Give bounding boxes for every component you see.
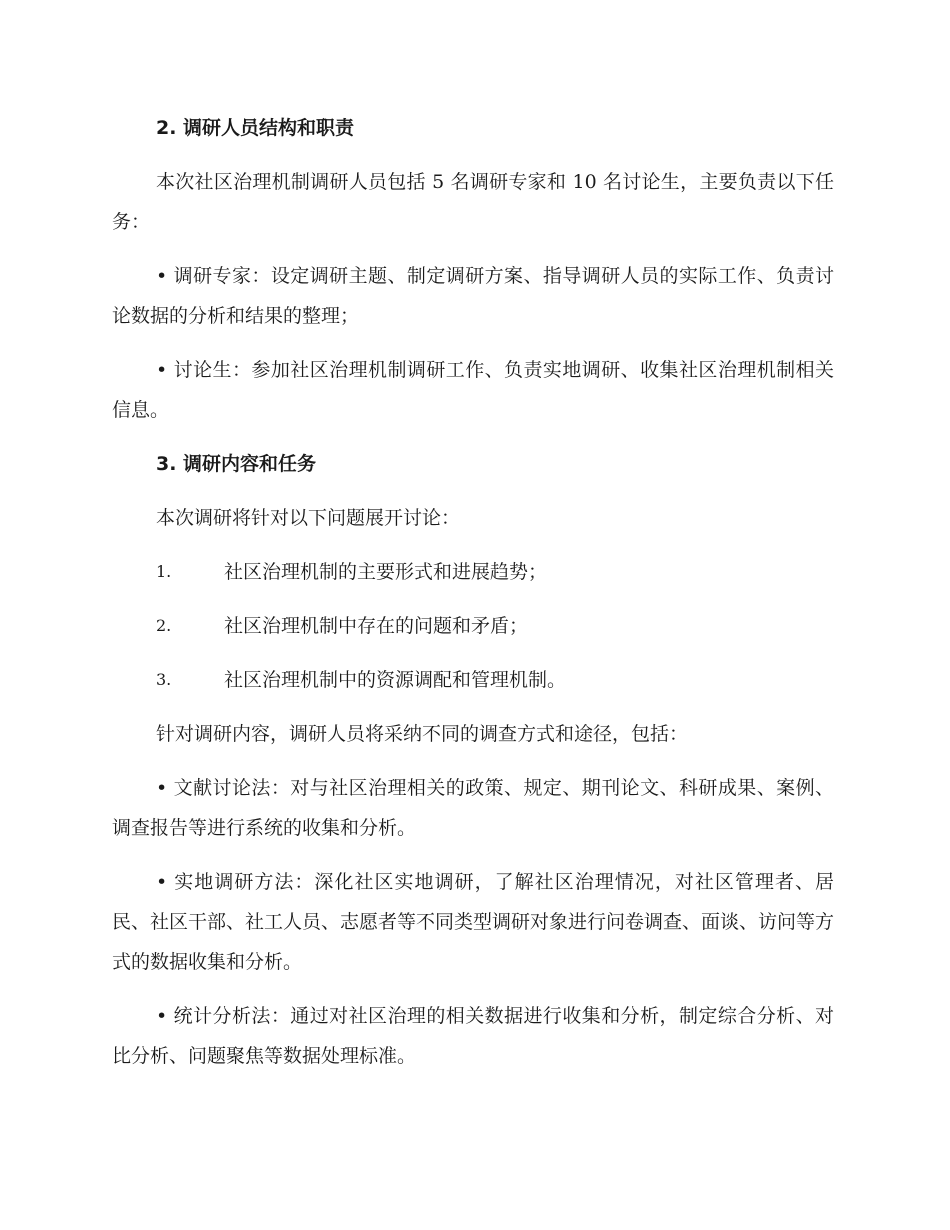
- list-item: [112, 552, 834, 592]
- list-item-text: 社区治理机制中存在的问题和矛盾；: [224, 615, 529, 637]
- literature-method-paragraph: • 文献讨论法：对与社区治理相关的政策、规定、期刊论文、科研成果、案例、调查报告等进行系统的收集和分析。: [112, 777, 834, 839]
- list-item-text: 社区治理机制中的资源调配和管理机制。: [224, 669, 567, 691]
- expert-duty-paragraph: • 调研专家：设定调研主题、制定调研方案、指导调研人员的实际工作、负责讨论数据的分析和结果的整理；: [112, 265, 834, 327]
- list-item: [112, 660, 834, 700]
- statistics-method-paragraph: • 统计分析法：通过对社区治理的相关数据进行收集和分析，制定综合分析、对比分析、问题聚焦等数据处理标准。: [112, 1005, 834, 1067]
- list-item: [112, 606, 834, 646]
- list-item-text: 社区治理机制的主要形式和进展趋势；: [224, 561, 548, 583]
- student-duty-paragraph: • 讨论生：参加社区治理机制调研工作、负责实地调研、收集社区治理机制相关信息。: [112, 359, 834, 421]
- list-item-number: 1.: [156, 562, 172, 581]
- document-body: [112, 108, 834, 1090]
- staff-intro-paragraph: 本次社区治理机制调研人员包括 5 名调研专家和 10 名讨论生，主要负责以下任务：: [112, 171, 834, 233]
- methods-intro-paragraph: 针对调研内容，调研人员将采纳不同的调查方式和途径，包括：: [156, 723, 689, 745]
- list-item-number: 3.: [156, 670, 172, 689]
- field-method-paragraph: • 实地调研方法：深化社区实地调研，了解社区治理情况，对社区管理者、居民、社区干部、社工人员、志愿者等不同类型调研对象进行问卷调查、面谈、访问等方式的数据收集和分析。: [112, 871, 835, 973]
- content-intro-paragraph: 本次调研将针对以下问题展开讨论：: [156, 507, 461, 529]
- list-item-number: 2.: [156, 616, 172, 635]
- section-heading-3: 3. 调研内容和任务: [156, 453, 317, 475]
- section-heading-2: 2. 调研人员结构和职责: [156, 117, 355, 139]
